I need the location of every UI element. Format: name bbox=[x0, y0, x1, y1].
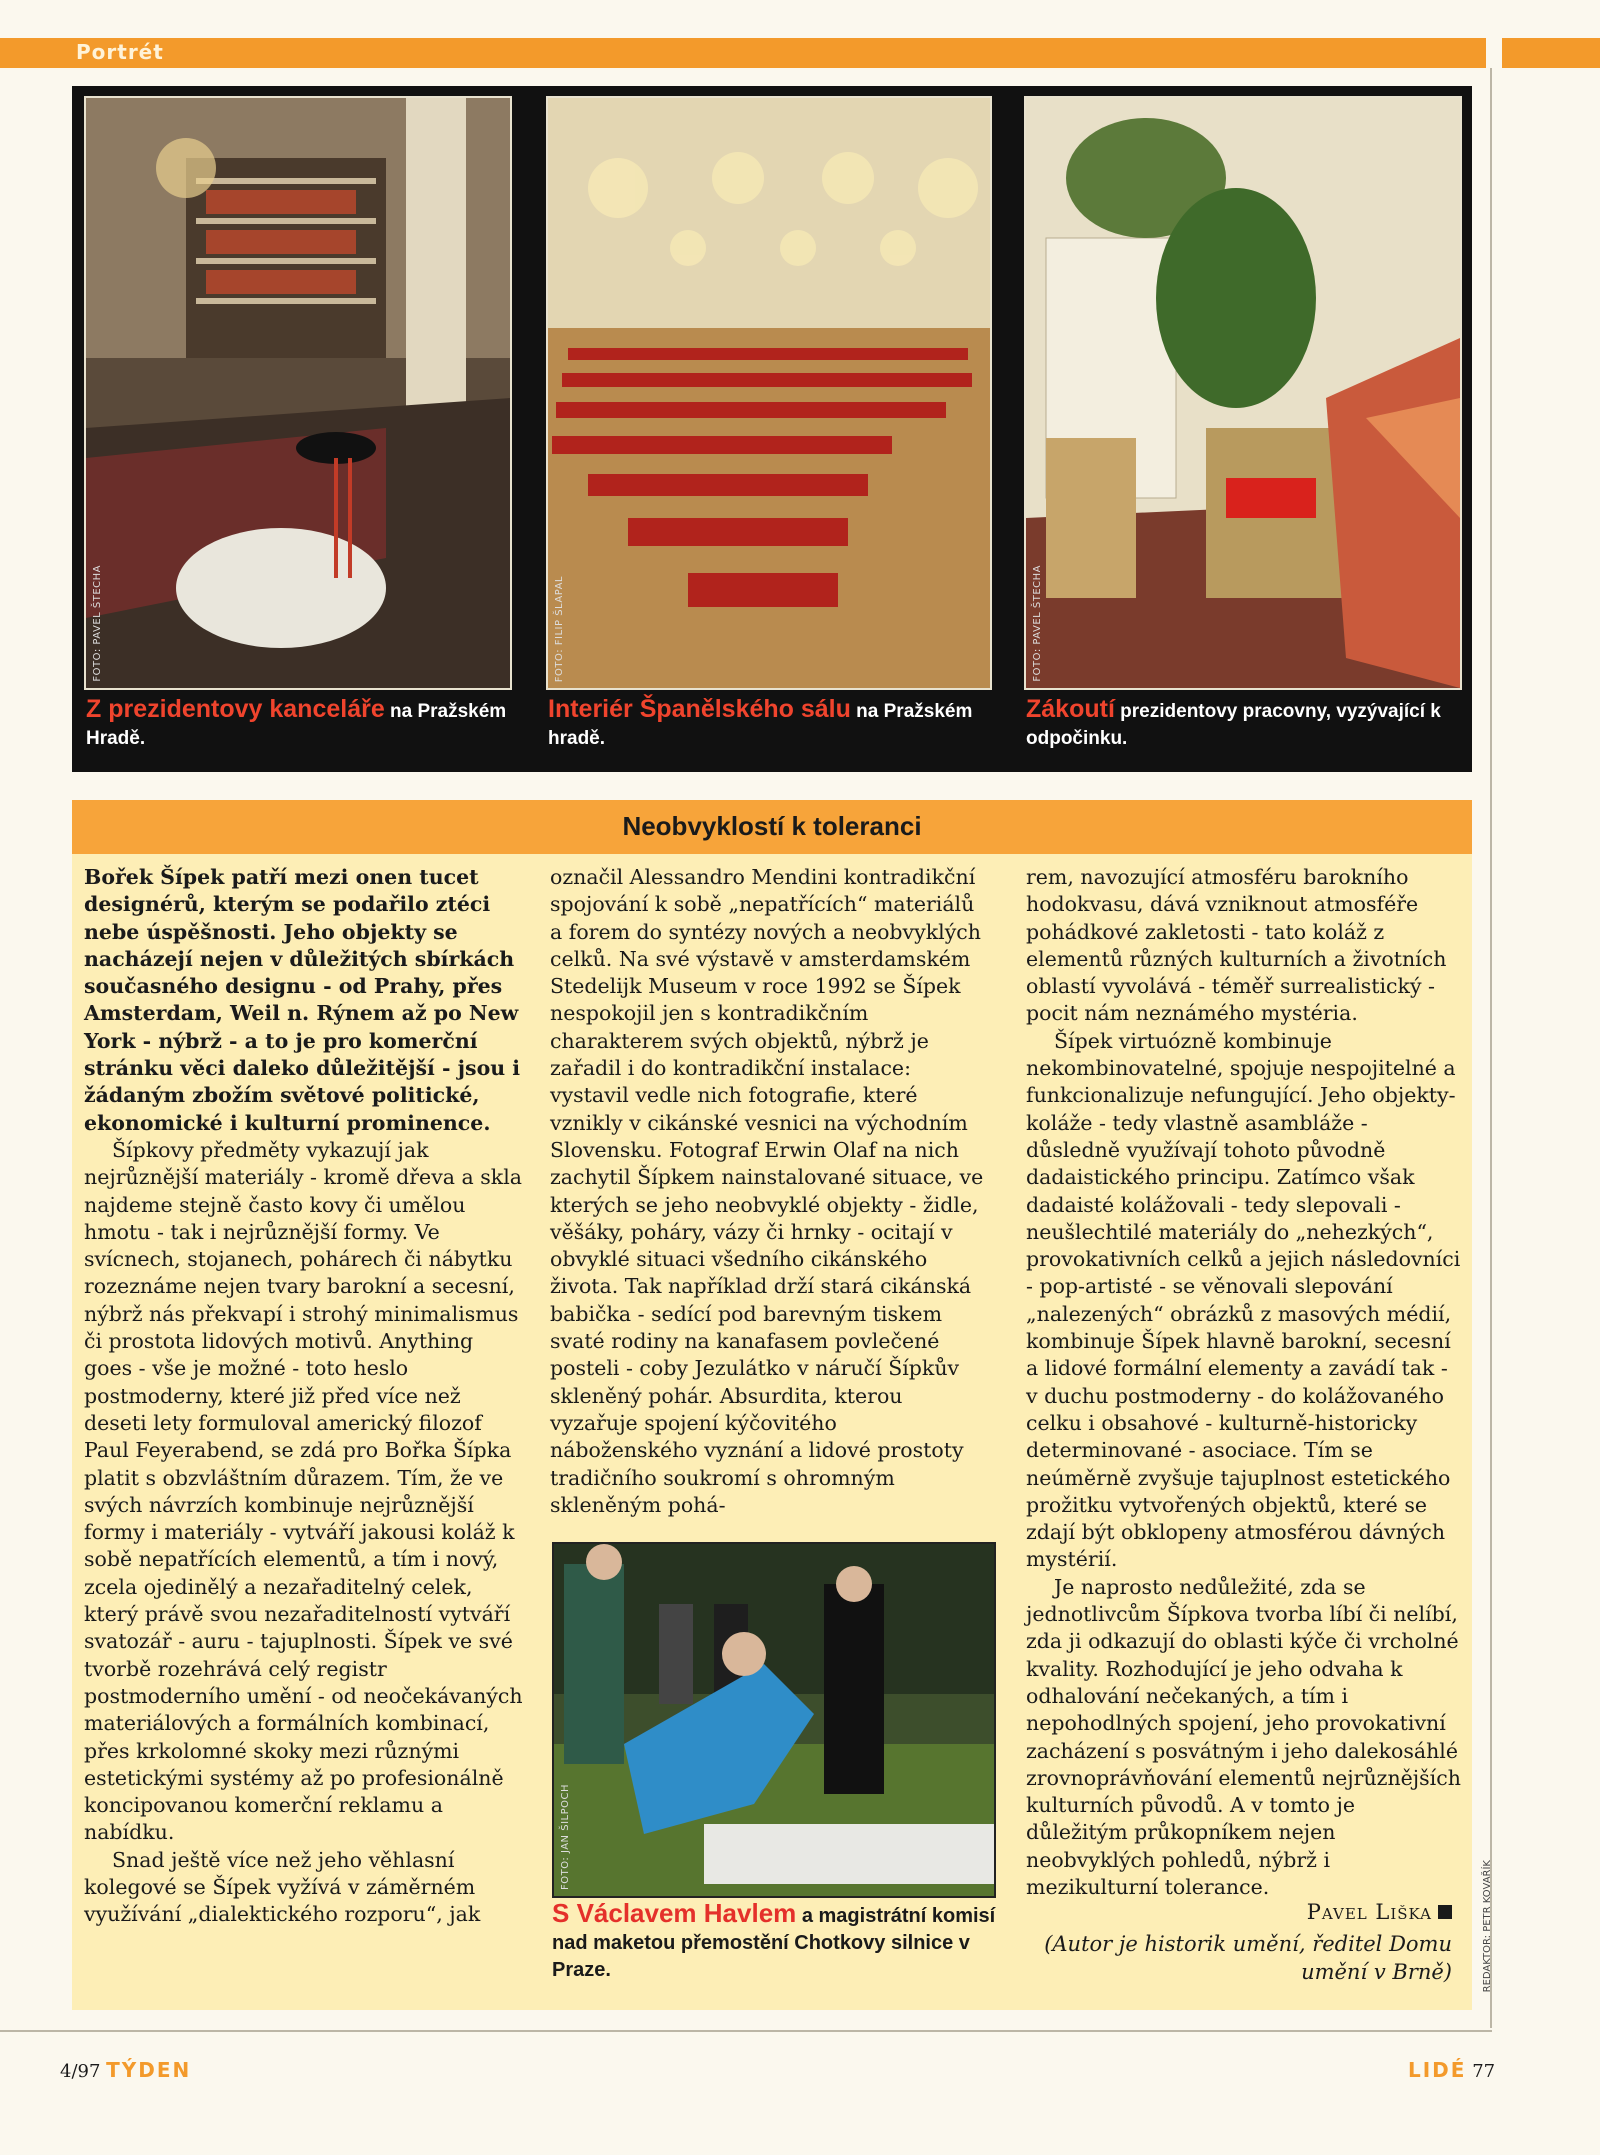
footer-left bbox=[60, 2058, 191, 2082]
caption-highlight: S Václavem Havlem bbox=[552, 1898, 797, 1928]
article-paragraph: Šípek virtuózně kombinuje nekombinovatelné, spojuje nespojitelné a funkcionalizuje nefungující. Jeho objekty-koláže - tedy vlastně asambláže - důsledně využívají tohoto původně dadaistického principu. Zatímco však dadaisté kolážovali - tedy slepovali - neušlechtilé materiály do „nehezkých“, provokativních celků a jejich následovníci - pop-artisté - se věnovali slepování „nalezených“ obrázků z masových médií, kombinuje Šípek hlavně barokní, secesní a lidové formální elementy a zavádí tak - v duchu postmoderny - do kolážovaného celku i obsahové - kulturně-historicky determinované - asociace. Tím se neúměrně zvyšuje tajuplnost estetického prožitku vytvořených objektů, které se zdají být obklopeny atmosférou dávných mystérií. bbox=[1026, 1028, 1461, 1572]
photo-nook-image bbox=[1026, 98, 1460, 688]
article-title: Neobvyklostí k toleranci bbox=[622, 811, 922, 841]
article-column-3 bbox=[1026, 864, 1462, 1901]
article-paragraph: rem, navozující atmosféru barokního hodokvasu, dává vzniknout atmosféře pohádkové zakletosti - tato koláž z elementů různých kulturních a životních oblastí vyvolává - téměř surrealistický - pocit nám neznámého mystéria. bbox=[1026, 865, 1447, 1026]
caption-highlight: Interiér Španělského sálu bbox=[548, 695, 851, 723]
photo-credit: FOTO: PAVEL ŠTECHA bbox=[92, 565, 103, 682]
photo-caption bbox=[1026, 696, 1462, 752]
author-byline bbox=[1026, 1900, 1452, 1924]
caption-highlight: Z prezidentovy kanceláře bbox=[86, 695, 385, 723]
photo-strip bbox=[72, 86, 1472, 772]
photo-caption bbox=[548, 696, 988, 752]
photo-havel-image bbox=[554, 1544, 994, 1896]
end-mark-icon bbox=[1438, 1905, 1452, 1919]
photo-hall-image bbox=[548, 98, 990, 688]
footer-right bbox=[1408, 2058, 1495, 2082]
photo-caption bbox=[552, 1900, 1002, 1984]
header-bar-right bbox=[1502, 38, 1600, 68]
article-box bbox=[72, 800, 1472, 2010]
photo-president-office bbox=[84, 96, 512, 690]
caption-highlight: Zákoutí bbox=[1026, 695, 1115, 723]
header-bar bbox=[0, 38, 1486, 68]
editor-credit: REDAKTOR: PETR KOVAŘÍK bbox=[1482, 1860, 1493, 1993]
photo-credit: FOTO: PAVEL ŠTECHA bbox=[1032, 565, 1043, 682]
photo-havel bbox=[552, 1542, 996, 1898]
article-paragraph: označil Alessandro Mendini kontradikční spojování k sobě „nepatřících“ materiálů a forem do syntézy nových a neobvyklých celků. Na své výstavě v amsterdamském Stedelijk Museum v roce 1992 se Šípek nespokojil jen s kontradikčním charakterem svých objektů, nýbrž je zařadil i do kontradikční instalace: vystavil vedle nich fotografie, které vznikly v cikánské vesnici na východním Slovensku. Fotograf Erwin Olaf na nich zachytil Šípkem nainstalované situace, ve kterých se jeho neobvyklé objekty - židle, věšáky, poháry, vázy či hrnky - ocitají v obvyklé situaci všedního cikánského života. Tak například drží stará cikánská babička - sedící pod barevným tiskem svaté rodiny na kanafasem povlečené posteli - coby Jezulátko v náručí Šípkův skleněný pohár. Absurdita, kterou vyzařuje spojení kýčovitého náboženského vyznání a lidové prostoty tradičního soukromí s ohromným skleněným pohá- bbox=[550, 865, 984, 1517]
caption-text: a magistrátní komisí nad maketou přemostění Chotkovy silnice v Praze. bbox=[552, 1905, 996, 1981]
article-lead: Bořek Šípek patří mezi onen tucet designérů, kterým se podařilo ztéci nebe úspěšnosti. Jeho objekty se nacházejí nejen v důležitých sbírkách současného designu - od Prahy, přes Amsterdam, Weil n. Rýnem až po New York - nýbrž - a to je pro komerční stránku věci daleko důležitější - jsou i žádaným zbožím světové politické, ekonomické i kulturní prominence. bbox=[84, 865, 521, 1135]
author-note: (Autor je historik umění, ředitel Domu umění v Brně) bbox=[1044, 1932, 1452, 1984]
article-paragraph: Snad ještě více než jeho věhlasní kolegové se Šípek vyžívá v záměrném využívání „dialektického rozporu“, jak bbox=[84, 1847, 481, 1927]
magazine-name: TÝDEN bbox=[106, 2058, 192, 2082]
issue-number: 4/97 bbox=[60, 2061, 101, 2082]
article-column-1 bbox=[84, 864, 524, 1929]
section-label: Portrét bbox=[76, 40, 164, 64]
footer-section: LIDÉ bbox=[1408, 2058, 1467, 2082]
photo-spanish-hall bbox=[546, 96, 992, 690]
article-paragraph: Šípkovy předměty vykazují jak nejrůznější materiály - kromě dřeva a skla najdeme stejně často kovy či umělou hmotu - tak i nejrůznější formy. Ve svícnech, stojanech, pohárech či nábytku rozeznáme nejen tvary barokní a secesní, nýbrž nás překvapí i strohý minimalismus či prostota lidových motivů. Anything goes - vše je možné - toto heslo postmoderny, které již před více než deseti lety formuloval americký filozof Paul Feyerabend, se zdá pro Bořka Šípka platit s obzvláštním důrazem. Tím, že ve svých návrzích kombinuje nejrůznější formy i materiály - vytváří jakousi koláž k sobě nepatřících elementů, a tím i nový, zcela ojedinělý a nezařaditelný celek, který právě svou nezařaditelností vytváří svatozář - auru - tajuplnosti. Šípek ve své tvorbě rozehrává celý registr postmoderního umění - od neočekávaných materiálových a formálních kombinací, přes krkolomné skoky mezi různými estetickými systémy až po profesionálně koncipovanou komerční reklamu a nabídku. bbox=[84, 1137, 523, 1845]
author-name: Pavel Liška bbox=[1306, 1900, 1432, 1924]
photo-caption bbox=[86, 696, 516, 752]
caption-text: prezidentovy pracovny, vyzývající k odpočinku. bbox=[1026, 701, 1441, 749]
caption-text: na Pražském Hradě. bbox=[86, 701, 507, 749]
photo-office-image bbox=[86, 98, 510, 688]
page-right-rule bbox=[1490, 68, 1492, 2028]
photo-credit: FOTO: JAN ŠILPOCH bbox=[560, 1783, 571, 1890]
page-number: 77 bbox=[1472, 2061, 1496, 2082]
caption-text: na Pražském hradě. bbox=[548, 701, 973, 749]
photo-credit: FOTO: FILIP ŠLAPAL bbox=[554, 575, 565, 682]
article-column-2 bbox=[550, 864, 990, 1519]
photo-nook bbox=[1024, 96, 1462, 690]
page-bottom-rule bbox=[0, 2030, 1492, 2032]
article-paragraph: Je naprosto nedůležité, zda se jednotlivcům Šípkova tvorba líbí či nelíbí, zda ji odkazují do oblasti kýče či vrcholné kvality. Rozhodující je jeho odvaha k odhalování nečekaných, a tím i nepohodlných spojení, jeho provokativní zacházení s posvátným i jeho dalekosáhlé zrovnoprávňování elementů nejrůznějších kulturních původů. A v tomto je důležitým průkopníkem nejen neobvyklých pohledů, nýbrž i mezikulturní tolerance. bbox=[1026, 1574, 1461, 1899]
